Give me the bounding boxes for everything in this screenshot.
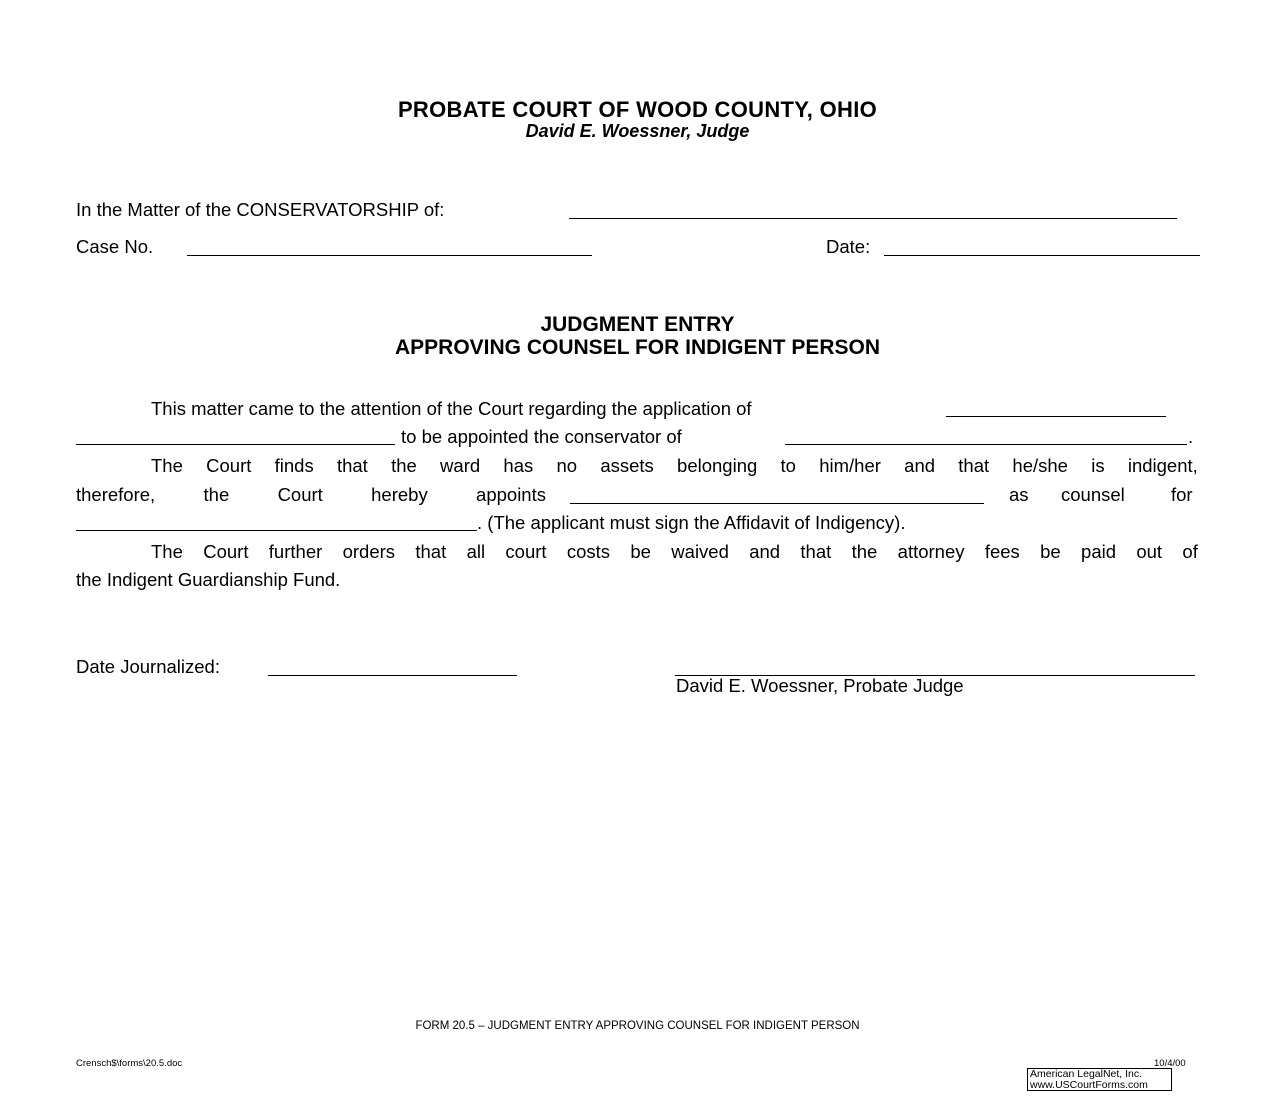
word: be — [1040, 541, 1061, 562]
word: fees — [984, 541, 1020, 562]
word: the — [203, 484, 230, 505]
word: costs — [566, 541, 611, 562]
case-no-field[interactable] — [187, 255, 592, 256]
revision-date: 10/4/00 — [1154, 1058, 1186, 1069]
word: no — [556, 455, 578, 476]
word: paid — [1081, 541, 1117, 562]
word: that — [958, 455, 990, 476]
word: waived — [671, 541, 729, 562]
word: belonging — [677, 455, 758, 476]
conservatorship-name-field[interactable] — [569, 218, 1177, 219]
paragraph-3-line-1 — [151, 541, 1198, 563]
word: be — [630, 541, 651, 562]
word: ward — [440, 455, 481, 476]
document-title-line2: APPROVING COUNSEL FOR INDIGENT PERSON — [395, 336, 880, 359]
paragraph-1-mid: to be appointed the conservator of — [401, 426, 682, 447]
word: indigent, — [1127, 455, 1198, 476]
court-name: PROBATE COURT OF WOOD COUNTY, OHIO — [397, 97, 878, 122]
word: attorney — [897, 541, 965, 562]
judge-subtitle: David E. Woessner, Judge — [525, 121, 750, 141]
applicant-name-field[interactable] — [946, 416, 1166, 417]
word: to — [780, 455, 796, 476]
word: the — [851, 541, 878, 562]
publisher-box — [1027, 1068, 1172, 1091]
word: orders — [342, 541, 396, 562]
paragraph-3-line-2: the Indigent Guardianship Fund. — [76, 569, 341, 590]
date-label: Date: — [826, 236, 871, 257]
word: and — [904, 455, 936, 476]
paragraph-1-end: . — [1188, 426, 1194, 447]
word: that — [336, 455, 368, 476]
word: Court — [206, 455, 252, 476]
date-journalized-label: Date Journalized: — [76, 656, 220, 677]
form-title-footer: FORM 20.5 – JUDGMENT ENTRY APPROVING COUNSEL FOR INDIGENT PERSON — [415, 1020, 860, 1032]
word: The — [151, 455, 183, 476]
document-title-line1: JUDGMENT ENTRY — [540, 313, 735, 336]
word: the — [391, 455, 417, 476]
word: assets — [600, 455, 654, 476]
judge-signature-label: David E. Woessner, Probate Judge — [676, 675, 964, 696]
case-no-label: Case No. — [76, 236, 154, 257]
ward-for-counsel-field[interactable] — [76, 530, 477, 531]
paragraph-2-line-2-words — [76, 484, 546, 506]
paragraph-1-start: This matter came to the attention of the Court regarding the application of — [151, 398, 752, 419]
word: finds — [274, 455, 314, 476]
word: that — [415, 541, 447, 562]
word: therefore, — [76, 484, 156, 505]
word: and — [749, 541, 781, 562]
word: has — [503, 455, 534, 476]
for-word: for — [1171, 484, 1193, 505]
ward-name-field[interactable] — [785, 444, 1187, 445]
word: that — [800, 541, 832, 562]
word: out — [1136, 541, 1163, 562]
date-journalized-field[interactable] — [268, 675, 517, 676]
word: The — [151, 541, 183, 562]
word: Court — [277, 484, 323, 505]
as-word: as — [1009, 484, 1029, 505]
affidavit-note: . (The applicant must sign the Affidavit of Indigency). — [477, 512, 906, 533]
counsel-name-field[interactable] — [570, 503, 984, 504]
word: court — [505, 541, 547, 562]
word: him/her — [819, 455, 881, 476]
word: is — [1091, 455, 1105, 476]
date-field[interactable] — [884, 255, 1200, 256]
paragraph-2-line-1 — [151, 455, 1198, 477]
publisher-name: American LegalNet, Inc. — [1030, 1068, 1143, 1080]
word: further — [268, 541, 323, 562]
word: Court — [203, 541, 249, 562]
word: hereby — [371, 484, 428, 505]
file-path: Crensch$\forms\20.5.doc — [76, 1058, 183, 1069]
word: all — [466, 541, 486, 562]
word: of — [1182, 541, 1198, 562]
counsel-word: counsel — [1061, 484, 1125, 505]
matter-label: In the Matter of the CONSERVATORSHIP of: — [76, 199, 445, 220]
publisher-url[interactable]: www.USCourtForms.com — [1030, 1079, 1148, 1091]
applicant-name-field-continued[interactable] — [76, 444, 395, 445]
word: appoints — [476, 484, 546, 505]
word: he/she — [1012, 455, 1068, 476]
